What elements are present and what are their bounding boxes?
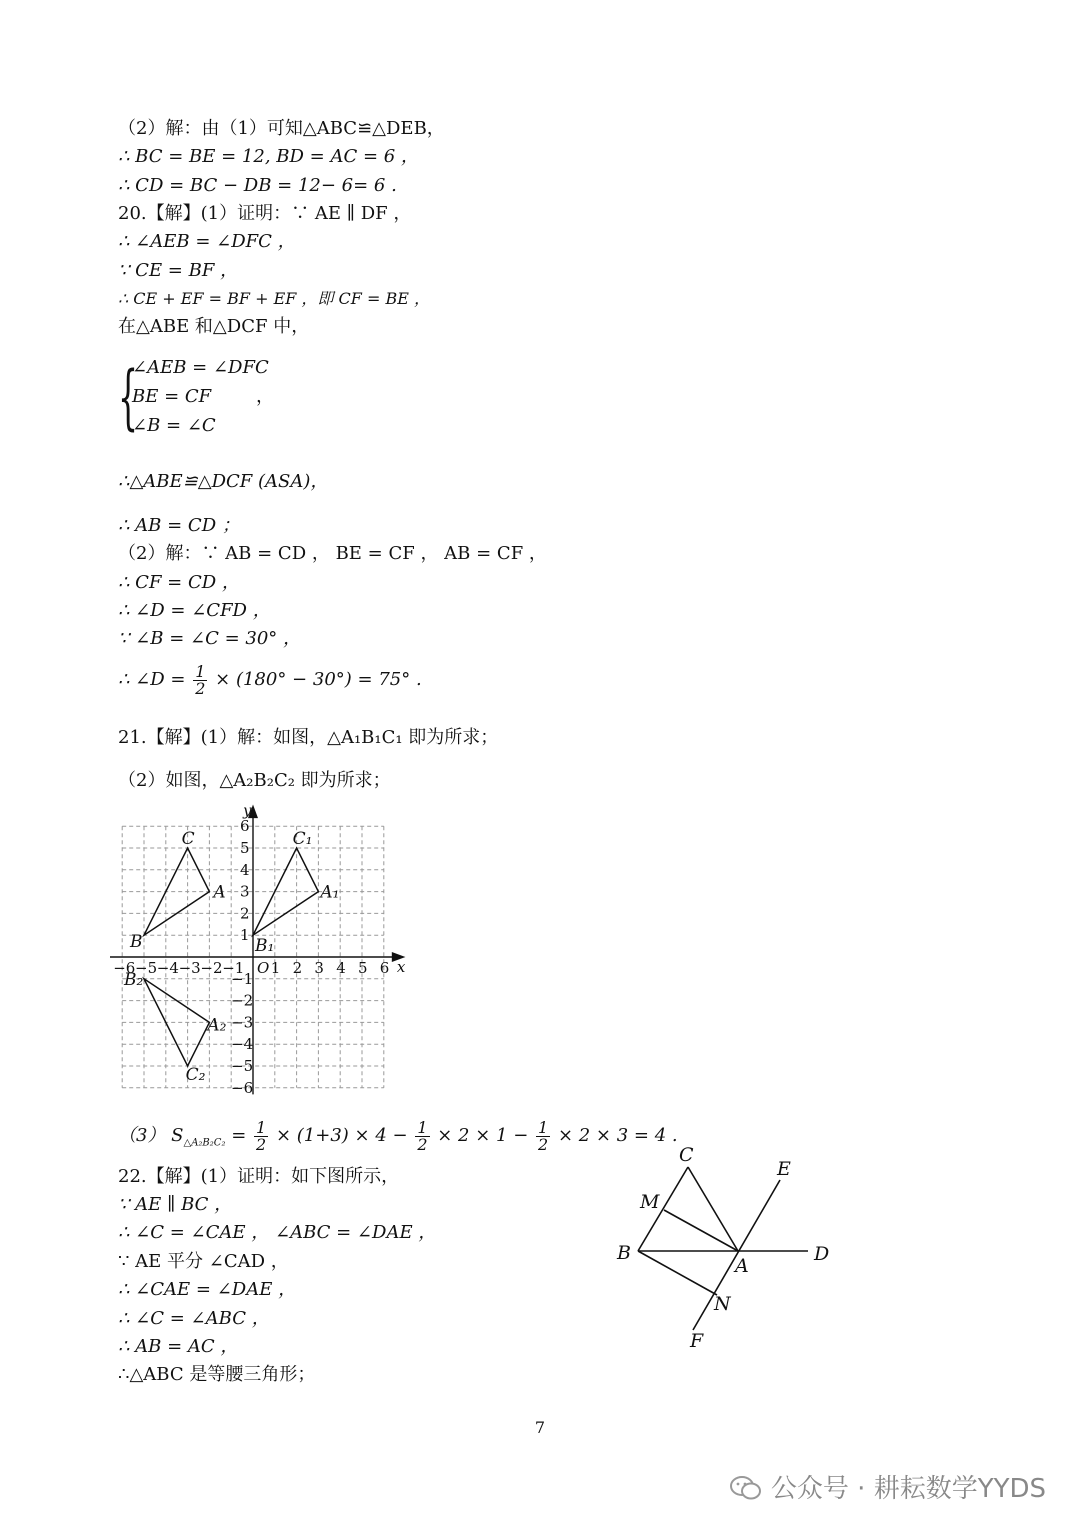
vertex-label: A [213, 882, 226, 903]
x-tick-label: −4 [156, 959, 179, 977]
segment-BN [638, 1251, 717, 1295]
x-tick-label: 4 [336, 959, 346, 977]
page-number: 7 [534, 1418, 546, 1437]
vertex-label: A₁ [320, 882, 340, 903]
system-brace: { [118, 356, 139, 438]
text-line: ∴ AB = CD ； [118, 515, 240, 536]
label-N: N [714, 1293, 731, 1315]
geometry-figure [600, 1140, 860, 1355]
x-tick-label: 1 [270, 959, 281, 977]
text-line: ∴△ABC 是等腰三角形； [118, 1364, 316, 1385]
numerator: 1 [195, 661, 206, 681]
vertex-label: C [181, 829, 195, 849]
text-line: （2）如图，△A₂B₂C₂ 即为所求； [118, 770, 391, 791]
problem-22-header: 22.【解】(1）证明：如下图所示， [118, 1166, 400, 1187]
eq-part: × (1+3) × 4 − [275, 1125, 408, 1146]
label-C: C [679, 1144, 694, 1166]
wechat-icon [729, 1475, 763, 1501]
text-line: ∴ ∠AEB = ∠DFC ， [118, 231, 296, 252]
text-line: （2）解：由（1）可知△ABC≌△DEB， [118, 118, 445, 139]
label-M: M [640, 1191, 660, 1213]
label-F: F [690, 1330, 704, 1352]
label-B: B [617, 1242, 631, 1264]
x-tick-label: 6 [379, 959, 390, 977]
problem-20-header: 20.【解】(1）证明：∵ AE ∥ DF ， [118, 203, 412, 224]
vertex-label: C₁ [292, 829, 313, 849]
watermark-text: 公众号 · 耕耘数学YYDS [770, 1474, 1046, 1504]
x-tick-label: −3 [178, 959, 201, 977]
y-tick-label: 5 [240, 839, 250, 857]
text-line: ∴ ∠CAE = ∠DAE ， [118, 1279, 297, 1300]
y-tick-label: 6 [240, 817, 250, 836]
y-tick-label: 4 [240, 860, 250, 879]
x-tick-label: 5 [358, 959, 368, 977]
system-comma: ， [256, 386, 274, 407]
problem-21-header: 21.【解】(1）解：如图，△A₁B₁C₁ 即为所求； [118, 727, 499, 748]
fraction [536, 1117, 550, 1154]
fraction [415, 1117, 429, 1154]
denominator: 2 [256, 1134, 267, 1154]
denominator: 2 [417, 1134, 428, 1154]
segment-CA [688, 1167, 738, 1251]
eq-part: ∴ ∠D = [118, 669, 186, 690]
y-axis-label: y [243, 801, 252, 820]
text-line: ∴ CD = BC − DB = 12− 6= 6 . [118, 175, 397, 196]
text-line: ∴ AB = AC ， [118, 1336, 239, 1357]
x-tick-label: 3 [314, 959, 324, 977]
area-equation [118, 1116, 678, 1164]
eq-part: = [231, 1125, 247, 1146]
vertex-label: B [130, 932, 143, 953]
y-tick-label: −5 [231, 1057, 254, 1075]
x-tick-label: −1 [222, 959, 245, 977]
y-tick-label: −4 [231, 1035, 254, 1054]
eq-part: × 2 × 1 − [437, 1125, 529, 1146]
denominator: 2 [538, 1134, 549, 1154]
coordinate-grid-figure [110, 798, 430, 1103]
eq-part: × 2 × 3 = 4 . [557, 1125, 678, 1146]
text-line: ∴ BC = BE = 12, BD = AC = 6 ， [118, 146, 419, 167]
text-line: ∴ ∠D = ∠CFD ， [118, 600, 271, 621]
label-D: D [814, 1243, 830, 1265]
subscript: △A₂B₂C₂ [183, 1137, 226, 1149]
vertex-label: C₂ [185, 1065, 206, 1085]
fraction [193, 661, 207, 698]
text-line: （2）解：∵ AB = CD ， BE = CF ， AB = CF ， [118, 543, 547, 564]
denominator: 2 [195, 678, 206, 698]
text-line: ∵ AE 平分 ∠CAD ， [118, 1251, 289, 1272]
text-line: 在△ABE 和△DCF 中， [118, 316, 310, 337]
numerator: 1 [256, 1117, 267, 1137]
text-line: ∴ CF = CD ， [118, 572, 240, 593]
vertex-label: B₂ [124, 969, 144, 990]
text-line: ∴ ∠C = ∠ABC ， [118, 1308, 270, 1329]
text-line: ∵ AE ∥ BC ， [118, 1194, 233, 1215]
numerator: 1 [538, 1117, 549, 1137]
x-tick-label: −6 [113, 959, 136, 977]
y-tick-label: 2 [240, 904, 250, 923]
text-line: ∴ ∠C = ∠CAE ， ∠ABC = ∠DAE ， [118, 1222, 437, 1243]
watermark [729, 1468, 1046, 1505]
label-A: A [735, 1255, 749, 1277]
text-line: ∵ CE = BF ， [118, 260, 239, 281]
y-tick-label: 1 [240, 926, 250, 945]
y-tick-label: −6 [231, 1078, 254, 1097]
system-line: ∠B = ∠C [132, 415, 216, 436]
vertex-label: A₂ [207, 1015, 227, 1036]
system-line: ∠AEB = ∠DFC [132, 357, 269, 378]
origin-label: O [257, 959, 270, 977]
eq-part: （3） S [118, 1125, 184, 1146]
label-E: E [777, 1158, 791, 1180]
system-line: BE = CF [132, 386, 212, 407]
y-tick-label: −3 [231, 1013, 254, 1032]
text-line: ∵ ∠B = ∠C = 30° ， [118, 628, 302, 649]
x-tick-label: 2 [292, 959, 303, 977]
y-tick-label: −2 [231, 991, 254, 1010]
x-tick-label: −5 [135, 959, 158, 977]
y-tick-label: −1 [231, 969, 254, 988]
y-tick-label: 3 [240, 882, 250, 901]
x-axis-label: x [396, 958, 406, 976]
vertex-label: B₁ [255, 936, 275, 957]
eq-part: × (180° − 30°) = 75° . [215, 669, 422, 690]
segment-MA [664, 1210, 738, 1251]
x-tick-label: −2 [200, 959, 223, 977]
text-line: ∴ CE + EF = BF + EF ，即 CF = BE ， [118, 289, 430, 308]
equation-line [118, 660, 422, 700]
numerator: 1 [417, 1117, 428, 1137]
text-line: ∴△ABE≌△DCF (ASA)， [118, 471, 329, 492]
fraction [254, 1117, 268, 1154]
